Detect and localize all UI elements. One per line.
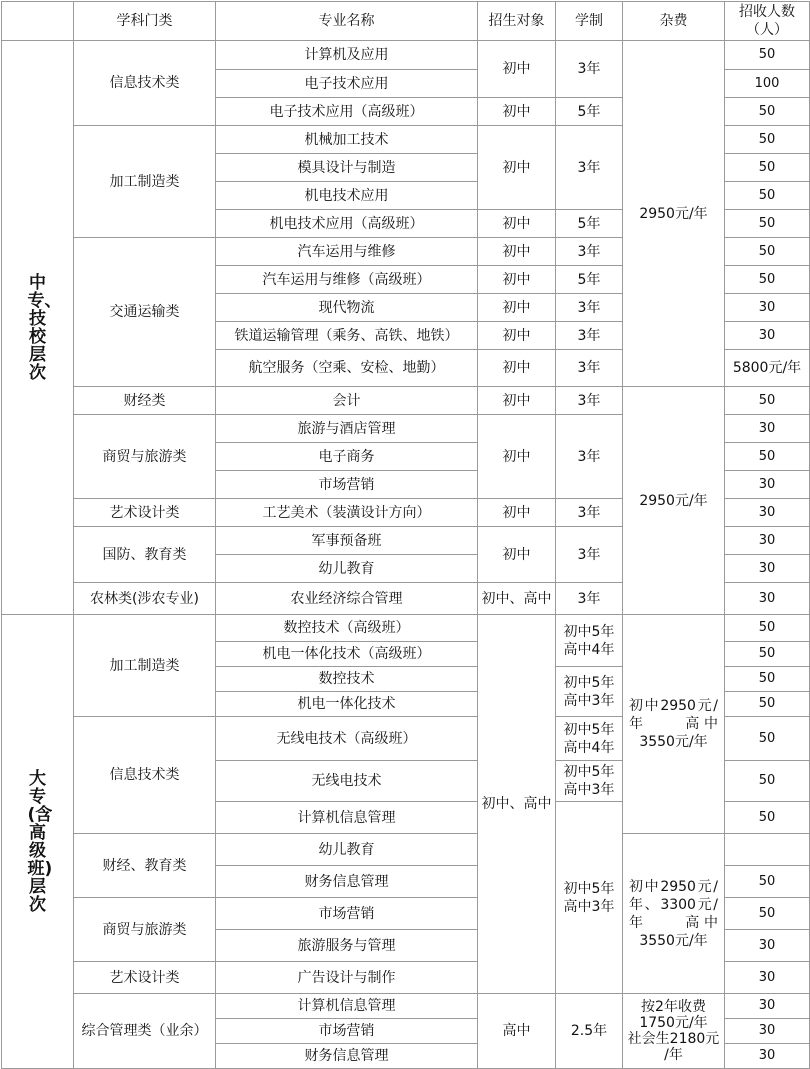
duration-cell: 3年 bbox=[556, 387, 623, 415]
enroll-cell: 50 bbox=[725, 866, 810, 898]
enroll-cell: 30 bbox=[725, 930, 810, 962]
major-cell: 计算机及应用 bbox=[216, 41, 478, 70]
enroll-cell: 50 bbox=[725, 210, 810, 238]
enroll-cell: 50 bbox=[725, 667, 810, 692]
enroll-cell: 50 bbox=[725, 898, 810, 930]
duration-cell: 3年 bbox=[556, 322, 623, 350]
duration-cell: 3年 bbox=[556, 41, 623, 98]
enroll-cell: 50 bbox=[725, 443, 810, 471]
duration-cell: 3年 bbox=[556, 126, 623, 210]
target-cell: 初中 bbox=[478, 294, 556, 322]
enroll-cell: 30 bbox=[725, 555, 810, 583]
duration-cell: 5年 bbox=[556, 210, 623, 238]
enroll-cell: 30 bbox=[725, 1044, 810, 1069]
major-cell: 现代物流 bbox=[216, 294, 478, 322]
duration-cell: 初中5年高中4年 bbox=[556, 717, 623, 761]
enroll-cell: 50 bbox=[725, 182, 810, 210]
major-cell: 电子商务 bbox=[216, 443, 478, 471]
header-level bbox=[2, 2, 74, 41]
target-cell: 初中、高中 bbox=[478, 615, 556, 994]
major-cell: 航空服务（空乘、安检、地勤） bbox=[216, 350, 478, 387]
duration-cell: 3年 bbox=[556, 350, 623, 387]
category-cell: 信息技术类 bbox=[74, 717, 216, 834]
enroll-cell: 50 bbox=[725, 717, 810, 761]
category-cell: 财经、教育类 bbox=[74, 834, 216, 898]
target-cell: 初中 bbox=[478, 266, 556, 294]
duration-cell: 初中5年高中4年 bbox=[556, 615, 623, 667]
target-cell: 初中 bbox=[478, 322, 556, 350]
fee-cell: 初中2950元/ 年 高中 3550元/年 bbox=[623, 615, 725, 834]
target-cell: 初中 bbox=[478, 210, 556, 238]
major-cell: 工艺美术（装潢设计方向） bbox=[216, 499, 478, 527]
major-cell: 机电一体化技术 bbox=[216, 692, 478, 717]
target-cell: 初中 bbox=[478, 238, 556, 266]
category-cell: 农林类(涉农专业) bbox=[74, 583, 216, 615]
category-cell: 商贸与旅游类 bbox=[74, 898, 216, 962]
table-row bbox=[2, 994, 810, 1019]
category-cell: 商贸与旅游类 bbox=[74, 415, 216, 499]
enroll-cell: 30 bbox=[725, 527, 810, 555]
fee-cell: 初中2950元/ 年、3300元/ 年 高中 3550元/年 bbox=[623, 834, 725, 994]
header-enroll: 招收人数（人） bbox=[725, 2, 810, 41]
enroll-cell: 100 bbox=[725, 70, 810, 98]
target-cell: 初中 bbox=[478, 527, 556, 583]
target-cell: 初中 bbox=[478, 415, 556, 499]
table-row bbox=[2, 41, 810, 70]
major-cell: 旅游服务与管理 bbox=[216, 930, 478, 962]
table-row bbox=[2, 387, 810, 415]
header-row bbox=[2, 2, 810, 41]
fee-cell: 5800元/年 bbox=[725, 350, 810, 387]
header-duration: 学制 bbox=[556, 2, 623, 41]
category-cell: 综合管理类（业余） bbox=[74, 994, 216, 1069]
major-cell: 财务信息管理 bbox=[216, 1044, 478, 1069]
major-cell: 幼儿教育 bbox=[216, 555, 478, 583]
major-cell: 会计 bbox=[216, 387, 478, 415]
header-major: 专业名称 bbox=[216, 2, 478, 41]
table-row bbox=[2, 834, 810, 866]
major-cell: 无线电技术 bbox=[216, 761, 478, 802]
major-cell: 机电技术应用 bbox=[216, 182, 478, 210]
category-cell: 交通运输类 bbox=[74, 238, 216, 387]
fee-cell: 按2年收费 1750元/年 社会生2180元 /年 bbox=[623, 994, 725, 1069]
enroll-cell: 30 bbox=[725, 322, 810, 350]
major-cell: 幼儿教育 bbox=[216, 834, 478, 866]
duration-cell: 2.5年 bbox=[556, 994, 623, 1069]
major-cell: 汽车运用与维修 bbox=[216, 238, 478, 266]
target-cell: 初中 bbox=[478, 350, 556, 387]
category-cell: 信息技术类 bbox=[74, 41, 216, 126]
enroll-cell: 30 bbox=[725, 583, 810, 615]
major-cell: 电子技术应用（高级班） bbox=[216, 98, 478, 126]
enroll-cell: 50 bbox=[725, 238, 810, 266]
enroll-cell: 30 bbox=[725, 294, 810, 322]
major-cell: 数控技术 bbox=[216, 667, 478, 692]
header-target: 招生对象 bbox=[478, 2, 556, 41]
major-cell: 无线电技术（高级班） bbox=[216, 717, 478, 761]
enroll-cell: 50 bbox=[725, 126, 810, 154]
enroll-cell: 50 bbox=[725, 41, 810, 70]
category-cell: 加工制造类 bbox=[74, 615, 216, 717]
enroll-cell: 50 bbox=[725, 761, 810, 802]
category-cell: 国防、教育类 bbox=[74, 527, 216, 583]
enroll-cell bbox=[725, 834, 810, 866]
category-cell: 艺术设计类 bbox=[74, 962, 216, 994]
major-cell: 模具设计与制造 bbox=[216, 154, 478, 182]
major-cell: 机电技术应用（高级班） bbox=[216, 210, 478, 238]
major-cell: 财务信息管理 bbox=[216, 866, 478, 898]
duration-cell: 3年 bbox=[556, 294, 623, 322]
enroll-cell: 50 bbox=[725, 387, 810, 415]
enroll-cell: 50 bbox=[725, 802, 810, 834]
enroll-cell: 50 bbox=[725, 615, 810, 642]
major-cell: 铁道运输管理（乘务、高铁、地铁） bbox=[216, 322, 478, 350]
category-cell: 艺术设计类 bbox=[74, 499, 216, 527]
table-row bbox=[2, 615, 810, 642]
major-cell: 机电一体化技术（高级班） bbox=[216, 642, 478, 667]
enroll-cell: 50 bbox=[725, 642, 810, 667]
enroll-cell: 30 bbox=[725, 471, 810, 499]
major-cell: 市场营销 bbox=[216, 898, 478, 930]
fee-cell: 2950元/年 bbox=[623, 41, 725, 387]
major-cell: 计算机信息管理 bbox=[216, 994, 478, 1019]
major-cell: 军事预备班 bbox=[216, 527, 478, 555]
duration-cell: 3年 bbox=[556, 238, 623, 266]
major-cell: 市场营销 bbox=[216, 1019, 478, 1044]
target-cell: 初中 bbox=[478, 387, 556, 415]
target-cell: 高中 bbox=[478, 994, 556, 1069]
major-cell: 旅游与酒店管理 bbox=[216, 415, 478, 443]
duration-cell: 3年 bbox=[556, 583, 623, 615]
enroll-cell: 30 bbox=[725, 499, 810, 527]
target-cell: 初中 bbox=[478, 41, 556, 98]
enroll-cell: 30 bbox=[725, 962, 810, 994]
enroll-cell: 30 bbox=[725, 1019, 810, 1044]
target-cell: 初中 bbox=[478, 499, 556, 527]
duration-cell: 3年 bbox=[556, 499, 623, 527]
enroll-cell: 50 bbox=[725, 98, 810, 126]
major-cell: 广告设计与制作 bbox=[216, 962, 478, 994]
major-cell: 机械加工技术 bbox=[216, 126, 478, 154]
target-cell: 初中、高中 bbox=[478, 583, 556, 615]
target-cell: 初中 bbox=[478, 98, 556, 126]
category-cell: 财经类 bbox=[74, 387, 216, 415]
major-cell: 市场营销 bbox=[216, 471, 478, 499]
duration-cell: 初中5年高中3年 bbox=[556, 761, 623, 802]
duration-cell: 3年 bbox=[556, 527, 623, 583]
duration-cell: 3年 bbox=[556, 415, 623, 499]
major-cell: 计算机信息管理 bbox=[216, 802, 478, 834]
category-cell: 加工制造类 bbox=[74, 126, 216, 238]
major-cell: 电子技术应用 bbox=[216, 70, 478, 98]
enroll-cell: 50 bbox=[725, 266, 810, 294]
major-cell: 汽车运用与维修（高级班） bbox=[216, 266, 478, 294]
enroll-cell: 50 bbox=[725, 692, 810, 717]
enroll-cell: 30 bbox=[725, 994, 810, 1019]
enroll-cell: 30 bbox=[725, 415, 810, 443]
major-cell: 数控技术（高级班） bbox=[216, 615, 478, 642]
duration-cell: 初中5年高中3年 bbox=[556, 667, 623, 717]
major-cell: 农业经济综合管理 bbox=[216, 583, 478, 615]
enrollment-table bbox=[1, 1, 810, 1069]
target-cell: 初中 bbox=[478, 126, 556, 210]
header-fee: 杂费 bbox=[623, 2, 725, 41]
fee-cell: 2950元/年 bbox=[623, 387, 725, 615]
duration-cell: 初中5年高中3年 bbox=[556, 802, 623, 994]
level-cell-vocational: 中专、技校层次 bbox=[2, 41, 74, 615]
level-cell-college: 大专(含高级班)层次 bbox=[2, 615, 74, 1069]
header-category: 学科门类 bbox=[74, 2, 216, 41]
duration-cell: 5年 bbox=[556, 98, 623, 126]
enroll-cell: 50 bbox=[725, 154, 810, 182]
duration-cell: 5年 bbox=[556, 266, 623, 294]
